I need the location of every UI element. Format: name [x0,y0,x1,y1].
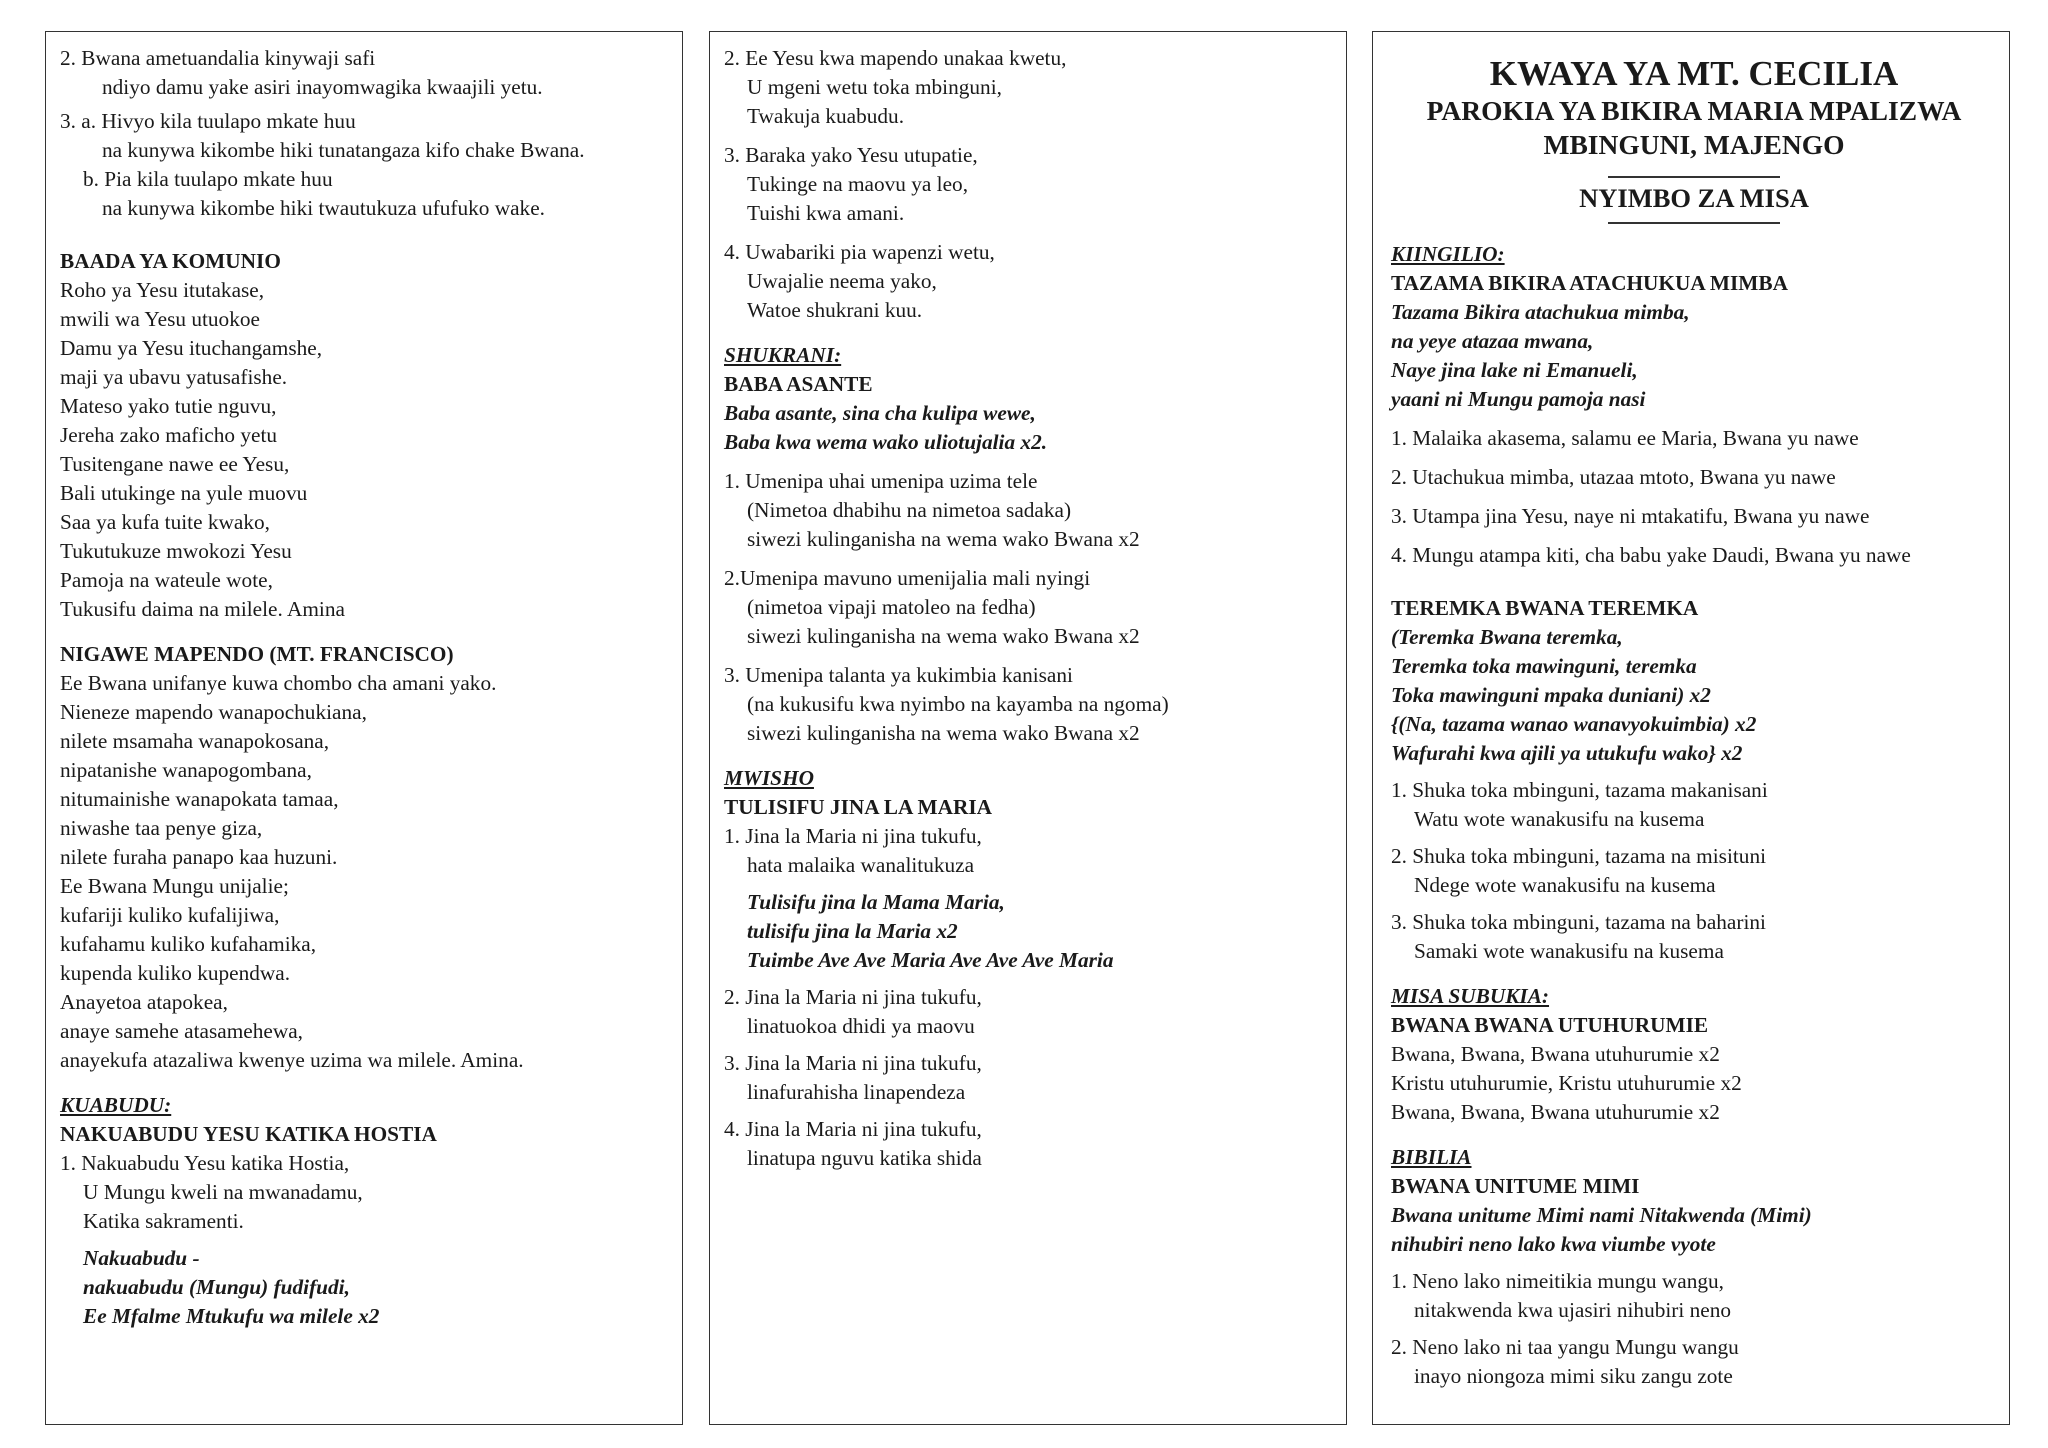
prayer-line: Ee Bwana unifanye kuwa chombo cha amani yako. [60,671,497,695]
verse-line: 4. Uwabariki pia wapenzi wetu, [724,240,995,264]
prayer-line: Ee Bwana Mungu unijalie; [60,874,289,898]
prayer-line: anaye samehe atasamehewa, [60,1019,304,1043]
verse-line: 3. Baraka yako Yesu utupatie, [724,143,978,167]
verse-line: linatuokoa dhidi ya maovu [747,1014,975,1038]
prayer-line: Bali utukinge na yule muovu [60,481,308,505]
verse-line: hata malaika wanalitukuza [747,853,975,877]
song-title: TULISIFU JINA LA MARIA [724,795,993,819]
verse-line: nitakwenda kwa ujasiri nihubiri neno [1414,1298,1732,1322]
panel-left [45,31,683,1425]
verse-line: inayo niongoza mimi siku zangu zote [1414,1364,1733,1388]
chorus-line: Wafurahi kwa ajili ya utukufu wako} x2 [1391,741,1743,765]
section-heading: BIBILIA [1391,1145,1472,1169]
chorus-line: na yeye atazaa mwana, [1391,329,1594,353]
prayer-line: niwashe taa penye giza, [60,816,263,840]
chorus-line: Teremka toka mawinguni, teremka [1391,654,1697,678]
verse-line: (na kukusifu kwa nyimbo na kayamba na ngoma) [747,692,1169,716]
verse-line: U mgeni wetu toka mbinguni, [747,75,1002,99]
section-heading: MWISHO [724,766,814,790]
verse-line: 3. Umenipa talanta ya kukimbia kanisani [724,663,1073,687]
chorus-line: Tulisifu jina la Mama Maria, [747,890,1005,914]
verse-line: 3. Utampa jina Yesu, naye ni mtakatifu, Bwana yu nawe [1391,504,1870,528]
prayer-line: maji ya ubavu yatusafishe. [60,365,288,389]
verse-line: Tuishi kwa amani. [747,201,905,225]
divider [1608,222,1780,224]
verse-line: 2. Ee Yesu kwa mapendo unakaa kwetu, [724,46,1067,70]
prayer-line: nitumainishe wanapokata tamaa, [60,787,339,811]
chorus-line: (Teremka Bwana teremka, [1391,625,1623,649]
section-heading: SHUKRANI: [724,343,842,367]
verse-line: ndiyo damu yake asiri inayomwagika kwaajili yetu. [102,75,543,99]
verse-line: Bwana, Bwana, Bwana utuhurumie x2 [1391,1100,1720,1124]
choir-title: KWAYA YA MT. CECILIA [1489,54,1899,93]
verse-line: Twakuja kuabudu. [747,104,905,128]
prayer-line: kupenda kuliko kupendwa. [60,961,291,985]
chorus-line: nihubiri neno lako kwa viumbe vyote [1391,1232,1716,1256]
verse-line: Uwajalie neema yako, [747,269,937,293]
prayer-line: mwili wa Yesu utuokoe [60,307,260,331]
verse-line: linafurahisha linapendeza [747,1080,966,1104]
parish-name: MBINGUNI, MAJENGO [1543,129,1845,160]
verse-line: 1. Nakuabudu Yesu katika Hostia, [60,1151,350,1175]
verse-line: Watoe shukrani kuu. [747,298,923,322]
prayer-line: Nieneze mapendo wanapochukiana, [60,700,367,724]
prayer-lines [60,669,670,1075]
song-title: TAZAMA BIKIRA ATACHUKUA MIMBA [1391,271,1788,295]
verse-line: 4. Mungu atampa kiti, cha babu yake Daudi, Bwana yu nawe [1391,543,1911,567]
verse-line: 3. Shuka toka mbinguni, tazama na baharini [1391,910,1766,934]
chorus-line: Tazama Bikira atachukua mimba, [1391,300,1690,324]
verse-line: Ndege wote wanakusifu na kusema [1414,873,1716,897]
verse-line: 1. Malaika akasema, salamu ee Maria, Bwana yu nawe [1391,426,1859,450]
prayer-line: Saa ya kufa tuite kwako, [60,510,270,534]
verse-line: U Mungu kweli na mwanadamu, [83,1180,363,1204]
booklet-title: NYIMBO ZA MISA [1579,183,1809,213]
song-title: NAKUABUDU YESU KATIKA HOSTIA [60,1122,437,1146]
prayer-line: Damu ya Yesu ituchangamshe, [60,336,323,360]
prayer-line: anayekufa atazaliwa kwenye uzima wa milele. Amina. [60,1048,524,1072]
prayer-line: Mateso yako tutie nguvu, [60,394,277,418]
verse-line: Bwana, Bwana, Bwana utuhurumie x2 [1391,1042,1720,1066]
section-heading: KUABUDU: [60,1093,172,1117]
verse-line: 2. Shuka toka mbinguni, tazama na misituni [1391,844,1767,868]
chorus-line: Bwana unitume Mimi nami Nitakwenda (Mimi) [1391,1203,1812,1227]
verse-line: siwezi kulinganisha na wema wako Bwana x2 [747,624,1140,648]
verse-line: Samaki wote wanakusifu na kusema [1414,939,1724,963]
chorus-line: Baba kwa wema wako uliotujalia x2. [724,430,1048,454]
verse-line: 1. Neno lako nimeitikia mungu wangu, [1391,1269,1725,1293]
verse-line: (nimetoa vipaji matoleo na fedha) [747,595,1036,619]
prayer-line: kufariji kuliko kufalijiwa, [60,903,280,927]
verse-line: 2. Neno lako ni taa yangu Mungu wangu [1391,1335,1739,1359]
song-title: BAADA YA KOMUNIO [60,249,281,273]
song-title: BABA ASANTE [724,372,873,396]
verse-line: Katika sakramenti. [83,1209,244,1233]
verse-line: 4. Jina la Maria ni jina tukufu, [724,1117,982,1141]
verse-line: siwezi kulinganisha na wema wako Bwana x2 [747,721,1140,745]
verse-line: 2. Bwana ametuandalia kinywaji safi [60,46,376,70]
section-heading: MISA SUBUKIA: [1391,984,1550,1008]
panel-middle [709,31,1347,1425]
verse-line: Kristu utuhurumie, Kristu utuhurumie x2 [1391,1071,1742,1095]
chorus-line: yaani ni Mungu pamoja nasi [1391,387,1646,411]
chorus-line: Naye jina lake ni Emanueli, [1391,358,1638,382]
prayer-line: nipatanishe wanapogombana, [60,758,312,782]
verse-line: na kunywa kikombe hiki tunatangaza kifo chake Bwana. [102,138,585,162]
verse-line: 3. a. Hivyo kila tuulapo mkate huu [60,109,356,133]
chorus-line: Toka mawinguni mpaka duniani) x2 [1391,683,1711,707]
verse-line: 2. Jina la Maria ni jina tukufu, [724,985,982,1009]
chorus-line: {(Na, tazama wanao wanavyokuimbia) x2 [1391,712,1757,736]
chorus-line: tulisifu jina la Maria x2 [747,919,958,943]
verse-line: 2.Umenipa mavuno umenijalia mali nyingi [724,566,1091,590]
verse-line: Tukinge na maovu ya leo, [747,172,969,196]
section-heading: KIINGILIO: [1391,242,1505,266]
prayer-line: Anayetoa atapokea, [60,990,228,1014]
prayer-line: Tusitengane nawe ee Yesu, [60,452,290,476]
prayer-line: Tukusifu daima na milele. Amina [60,597,345,621]
verse-line: Watu wote wanakusifu na kusema [1414,807,1705,831]
parish-name: PAROKIA YA BIKIRA MARIA MPALIZWA [1426,95,1962,126]
prayer-line: nilete msamaha wanapokosana, [60,729,330,753]
chorus-line: Tuimbe Ave Ave Maria Ave Ave Ave Maria [747,948,1114,972]
prayer-line: Roho ya Yesu itutakase, [60,278,265,302]
verse-line: 1. Umenipa uhai umenipa uzima tele [724,469,1038,493]
verse-line: 3. Jina la Maria ni jina tukufu, [724,1051,982,1075]
chorus-line: Baba asante, sina cha kulipa wewe, [724,401,1036,425]
verse-line: (Nimetoa dhabihu na nimetoa sadaka) [747,498,1072,522]
prayer-line: Tukutukuze mwokozi Yesu [60,539,292,563]
prayer-line: nilete furaha panapo kaa huzuni. [60,845,338,869]
prayer-lines [60,276,670,624]
prayer-line: Pamoja na wateule wote, [60,568,273,592]
chorus-line: nakuabudu (Mungu) fudifudi, [83,1275,350,1299]
verse-line: 1. Shuka toka mbinguni, tazama makanisani [1391,778,1768,802]
verse-line: b. Pia kila tuulapo mkate huu [83,167,333,191]
panel-right-cover [1372,31,2010,1425]
verse-line: linatupa nguvu katika shida [747,1146,982,1170]
verse-line: siwezi kulinganisha na wema wako Bwana x2 [747,527,1140,551]
chorus-line: Ee Mfalme Mtukufu wa milele x2 [83,1304,380,1328]
verse-line: 2. Utachukua mimba, utazaa mtoto, Bwana yu nawe [1391,465,1836,489]
song-title: NIGAWE MAPENDO (MT. FRANCISCO) [60,642,454,666]
song-title: TEREMKA BWANA TEREMKA [1391,596,1699,620]
verse-line: na kunywa kikombe hiki twautukuza ufufuko wake. [102,196,545,220]
song-title: BWANA UNITUME MIMI [1391,1174,1640,1198]
song-title: BWANA BWANA UTUHURUMIE [1391,1013,1709,1037]
prayer-line: kufahamu kuliko kufahamika, [60,932,317,956]
verse-line: 1. Jina la Maria ni jina tukufu, [724,824,982,848]
prayer-line: Jereha zako maficho yetu [60,423,278,447]
divider [1608,176,1780,178]
chorus-line: Nakuabudu - [83,1246,200,1270]
